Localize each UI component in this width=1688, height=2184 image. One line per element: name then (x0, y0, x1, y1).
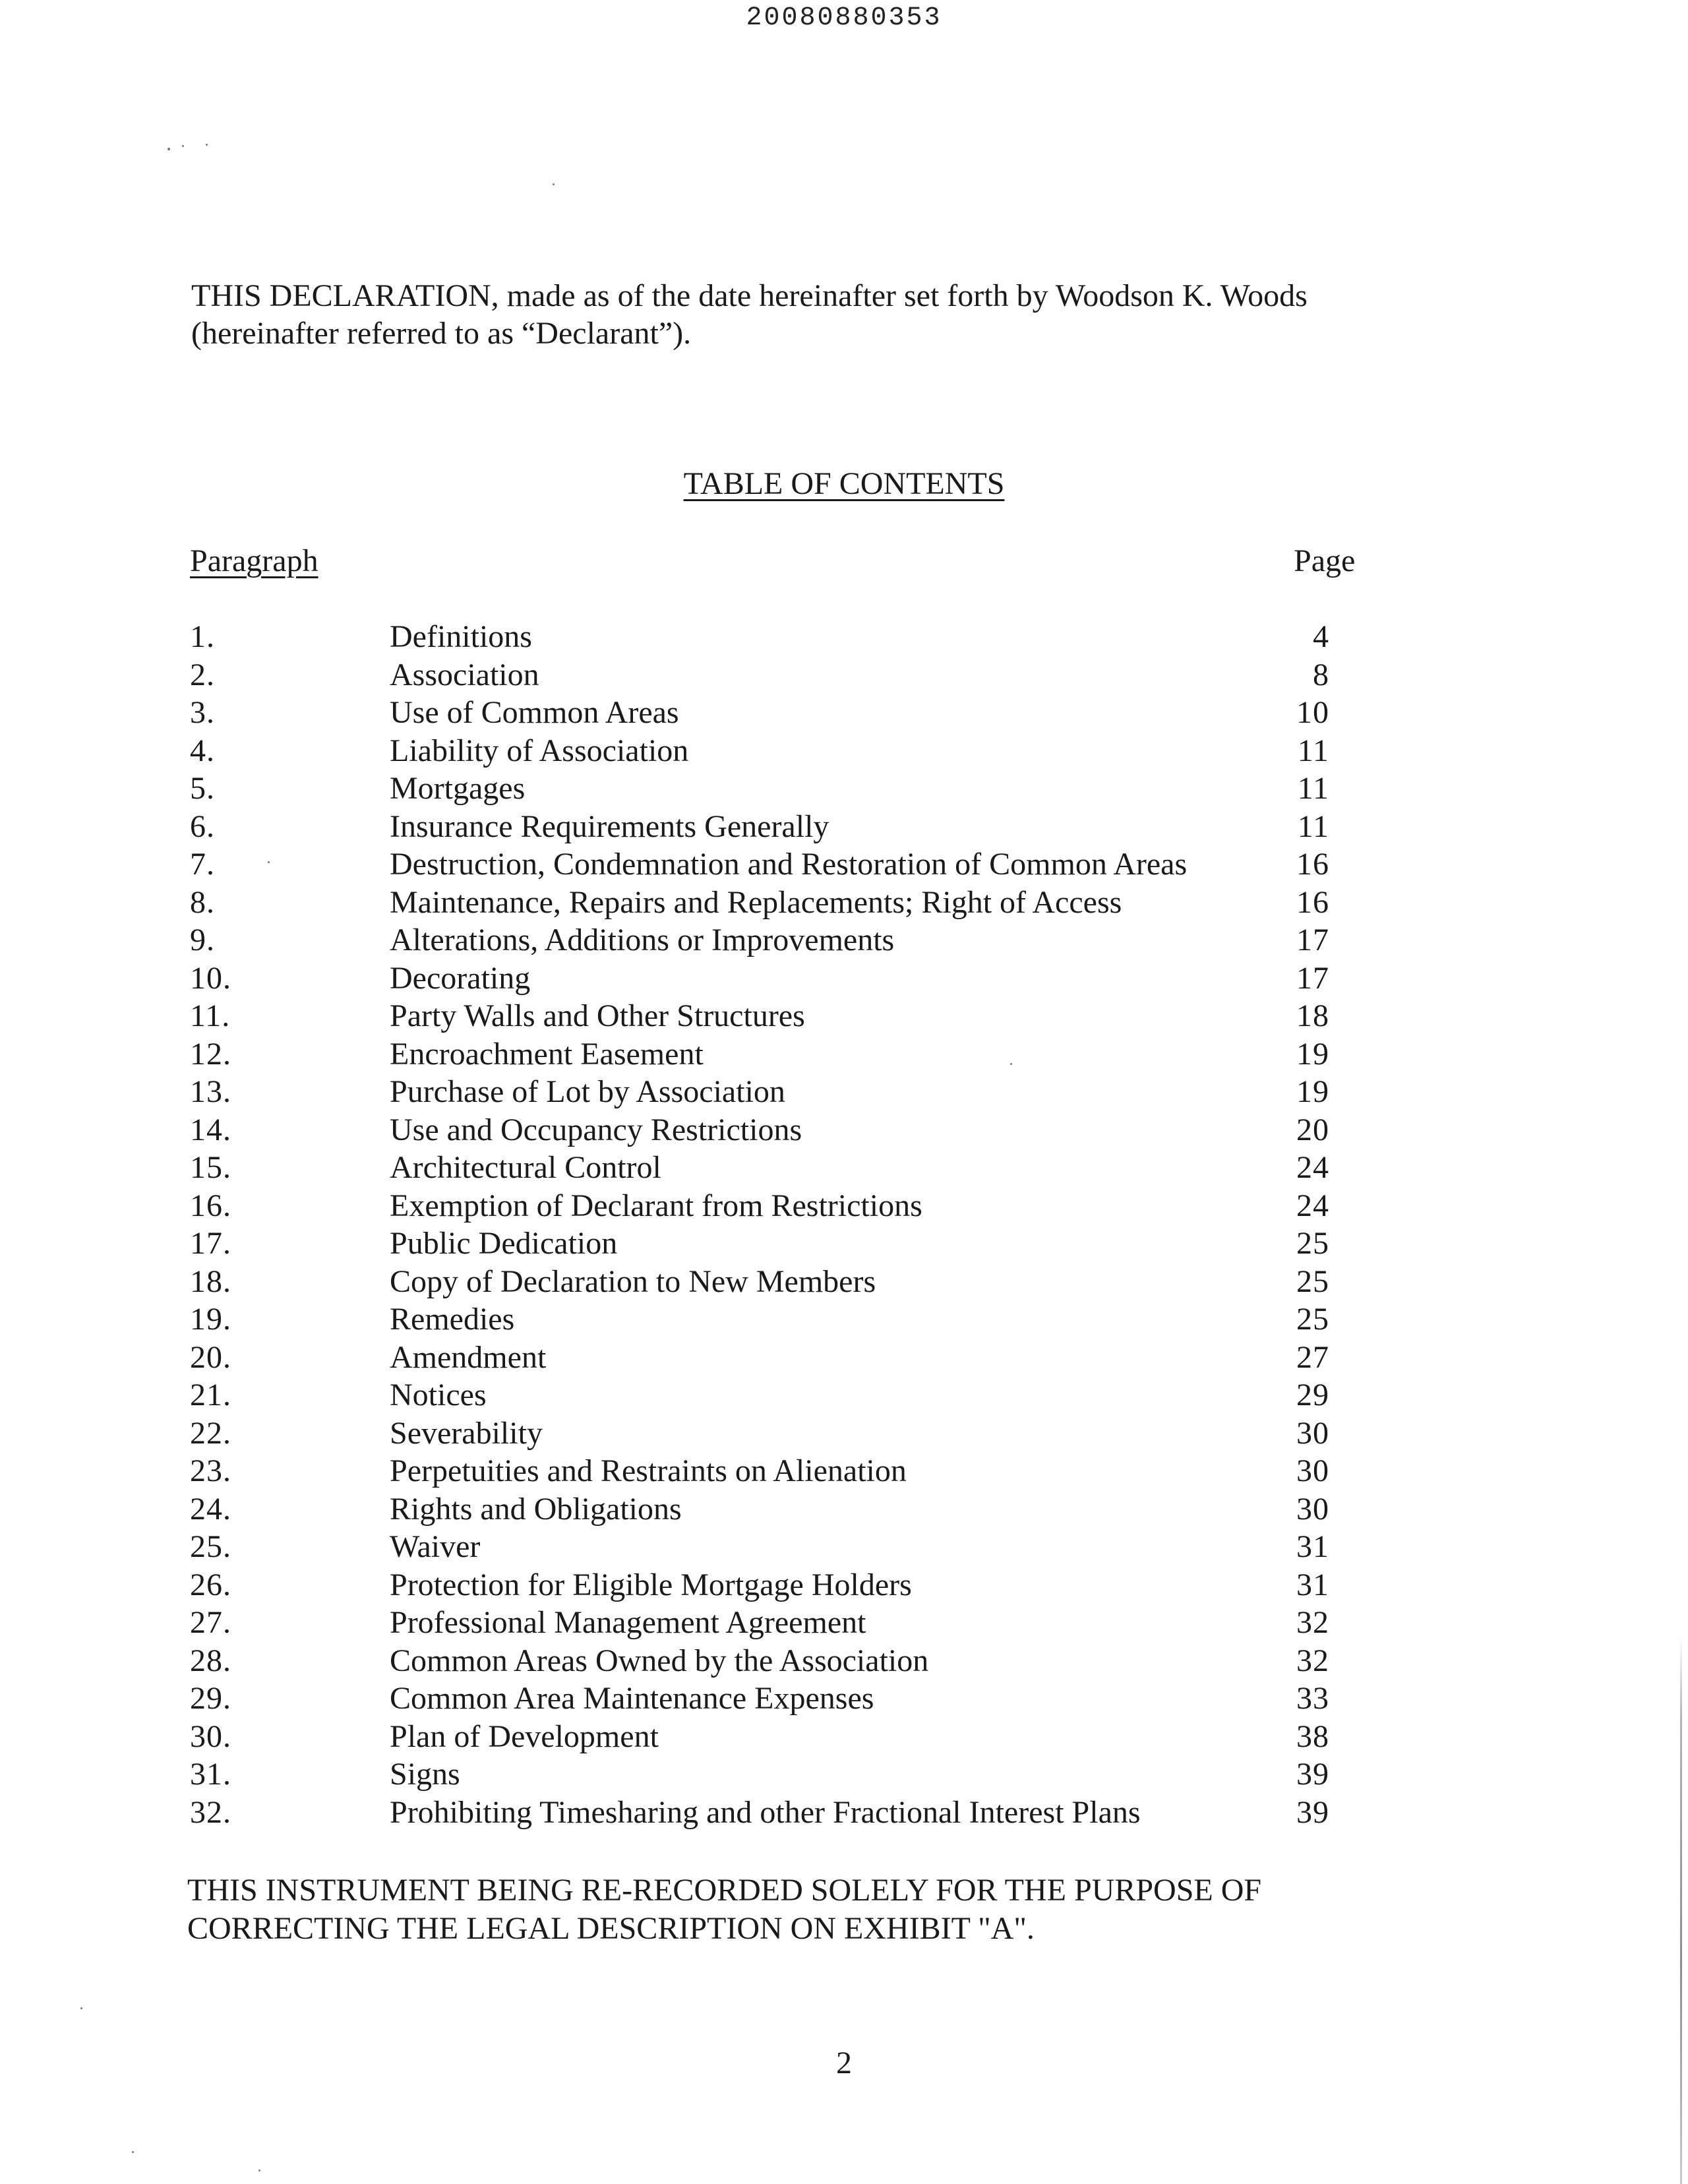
toc-entry-title: Insurance Requirements Generally (390, 808, 829, 844)
toc-entry-number: 32. (190, 1794, 231, 1830)
toc-entry-page: 16 (1296, 884, 1329, 920)
toc-entry (190, 884, 1364, 922)
toc-entry-page: 24 (1296, 1150, 1329, 1185)
toc-entry (190, 1263, 1364, 1301)
toc-entry-title: Decorating (390, 960, 531, 996)
toc-entry (190, 1187, 1364, 1225)
toc-entry-title: Copy of Declaration to New Members (390, 1263, 876, 1299)
toc-entry-number: 22. (190, 1415, 231, 1451)
toc-entry-number: 4. (190, 733, 215, 768)
scan-speck (182, 145, 184, 147)
toc-entry-title: Use and Occupancy Restrictions (390, 1112, 802, 1147)
toc-entry-title: Rights and Obligations (390, 1491, 682, 1527)
toc-entry (190, 1111, 1364, 1149)
toc-entry-title: Alterations, Additions or Improvements (390, 923, 895, 957)
toc-entry (190, 694, 1364, 732)
toc-entry (190, 1225, 1364, 1263)
toc-entry-page: 32 (1296, 1643, 1329, 1678)
toc-entry (190, 1680, 1364, 1718)
toc-entry-number: 28. (190, 1643, 231, 1678)
toc-entry-number: 29. (190, 1681, 231, 1716)
toc-entry (190, 1718, 1364, 1756)
toc-entry-number: 27. (190, 1605, 231, 1640)
toc-entry (190, 1794, 1364, 1832)
toc-entry-number: 30. (190, 1718, 231, 1754)
toc-entry-title: Severability (390, 1415, 543, 1451)
toc-entry-title: Purchase of Lot by Association (390, 1074, 785, 1109)
toc-entry (190, 618, 1364, 656)
toc-entry-page: 31 (1296, 1529, 1329, 1564)
toc-entry-title: Use of Common Areas (390, 695, 679, 730)
toc-column-paragraph: Paragraph (190, 543, 318, 578)
toc-entry-title: Common Areas Owned by the Association (390, 1643, 929, 1678)
scan-speck (80, 2007, 82, 2009)
toc-entry-number: 11. (190, 998, 231, 1033)
recording-number: 20080880353 (746, 3, 942, 33)
toc-entry-page: 30 (1296, 1415, 1329, 1451)
declaration-intro (191, 277, 1418, 352)
toc-entry-number: 6. (190, 808, 215, 844)
toc-entry-title: Prohibiting Timesharing and other Fractional Interest Plans (390, 1794, 1141, 1830)
toc-heading (0, 465, 1688, 502)
toc-entry-number: 14. (190, 1112, 231, 1147)
toc-entry-page: 4 (1313, 619, 1329, 654)
toc-entry-page: 17 (1296, 923, 1329, 957)
toc-entry-page: 25 (1296, 1302, 1329, 1337)
toc-entry-title: Notices (390, 1378, 487, 1412)
toc-entry (190, 1339, 1364, 1377)
toc-entry-page: 20 (1296, 1112, 1329, 1147)
toc-entry-title: Encroachment Easement (390, 1036, 704, 1072)
toc-entry-number: 12. (190, 1036, 231, 1072)
toc-entry-number: 21. (190, 1378, 231, 1412)
toc-entry-page: 32 (1296, 1605, 1329, 1640)
toc-entry (190, 1452, 1364, 1490)
toc-entry-number: 23. (190, 1453, 231, 1488)
toc-entry-number: 31. (190, 1757, 231, 1792)
toc-entry-page: 11 (1297, 808, 1329, 844)
page-number: 2 (836, 2046, 852, 2080)
toc-entry-number: 26. (190, 1567, 231, 1602)
toc-entry-page: 10 (1296, 695, 1329, 730)
toc-entry-title: Plan of Development (390, 1718, 659, 1754)
scan-edge-artifact (1680, 1635, 1682, 2184)
toc-entry-number: 8. (190, 884, 215, 920)
toc-entry-page: 27 (1296, 1339, 1329, 1375)
toc-entry-number: 7. (190, 847, 215, 882)
toc-entry-title: Association (390, 657, 539, 692)
toc-entry-page: 33 (1296, 1681, 1329, 1716)
toc-entry-number: 18. (190, 1263, 231, 1299)
toc-entry-number: 25. (190, 1529, 231, 1564)
toc-entry-number: 10. (190, 960, 231, 996)
toc-entry-page: 11 (1297, 733, 1329, 768)
toc-entry (190, 1073, 1364, 1111)
toc-entry-page: 17 (1296, 960, 1329, 996)
toc-entry (190, 921, 1364, 959)
toc-entry-title: Protection for Eligible Mortgage Holders (390, 1567, 912, 1602)
toc-entry-number: 17. (190, 1226, 231, 1261)
toc-entry (190, 1300, 1364, 1339)
intro-line: THIS DECLARATION, made as of the date hereinafter set forth by Woodson K. Woods (191, 278, 1308, 313)
toc-entry-title: Perpetuities and Restraints on Alienation (390, 1453, 907, 1488)
toc-entry-number: 9. (190, 923, 215, 957)
toc-entry (190, 1642, 1364, 1680)
toc-entry-page: 30 (1296, 1453, 1329, 1488)
scan-speck (167, 148, 170, 150)
toc-entry-page: 11 (1297, 771, 1329, 806)
toc-entry (190, 959, 1364, 998)
toc-entry-title: Waiver (390, 1529, 481, 1564)
toc-entry-page: 24 (1296, 1188, 1329, 1223)
toc-entry-number: 13. (190, 1074, 231, 1109)
toc-entry-number: 1. (190, 619, 215, 654)
toc-entry-title: Amendment (390, 1339, 547, 1375)
toc-entry (190, 1149, 1364, 1187)
toc-entry-title: Remedies (390, 1302, 515, 1337)
toc-entry-title: Professional Management Agreement (390, 1605, 866, 1640)
toc-entry-page: 25 (1296, 1263, 1329, 1299)
toc-entry-number: 16. (190, 1188, 231, 1223)
intro-line: (hereinafter referred to as “Declarant”). (191, 316, 692, 351)
toc-entry (190, 808, 1364, 846)
scan-speck (258, 2169, 260, 2171)
toc-entry-title: Architectural Control (390, 1150, 661, 1185)
toc-entry-title: Liability of Association (390, 733, 689, 768)
toc-entry (190, 770, 1364, 808)
toc-entry (190, 1566, 1364, 1604)
toc-entry-page: 29 (1296, 1378, 1329, 1412)
scan-speck (206, 144, 208, 146)
toc-entry-page: 39 (1296, 1794, 1329, 1830)
toc-entry-number: 24. (190, 1491, 231, 1527)
toc-entry (190, 1490, 1364, 1529)
toc-entry (190, 845, 1364, 884)
toc-entry (190, 1755, 1364, 1794)
toc-entry (190, 1035, 1364, 1074)
toc-entry-number: 20. (190, 1339, 231, 1375)
toc-heading-text: TABLE OF CONTENTS (683, 466, 1005, 501)
toc-entry-title: Public Dedication (390, 1226, 618, 1261)
toc-entry-title: Definitions (390, 619, 532, 654)
toc-entry-page: 39 (1296, 1757, 1329, 1792)
toc-entry-title: Exemption of Declarant from Restrictions (390, 1188, 922, 1223)
toc-entry-title: Common Area Maintenance Expenses (390, 1681, 874, 1716)
notice-line: CORRECTING THE LEGAL DESCRIPTION ON EXHIBIT "A". (187, 1911, 1035, 1946)
toc-entry-page: 19 (1296, 1074, 1329, 1109)
toc-entry (190, 1376, 1364, 1414)
scan-speck (132, 2151, 134, 2153)
toc-entry (190, 997, 1364, 1035)
toc-entry-number: 15. (190, 1150, 231, 1185)
toc-entry-page: 38 (1296, 1718, 1329, 1754)
toc-entry (190, 1414, 1364, 1453)
toc-entry-page: 31 (1296, 1567, 1329, 1602)
toc-entry-page: 30 (1296, 1491, 1329, 1527)
toc-entry-page: 19 (1296, 1036, 1329, 1072)
toc-entry (190, 656, 1364, 694)
toc-entry-page: 8 (1313, 657, 1329, 692)
toc-entry-number: 3. (190, 695, 215, 730)
toc-entry-number: 5. (190, 771, 215, 806)
toc-entry-title: Signs (390, 1757, 460, 1792)
toc-entry-title: Maintenance, Repairs and Replacements; Right of Access (390, 884, 1122, 920)
toc-entry-title: Destruction, Condemnation and Restoration of Common Areas (390, 847, 1188, 882)
toc-entry-page: 18 (1296, 998, 1329, 1033)
toc-entry-title: Mortgages (390, 771, 526, 806)
toc-entry-page: 16 (1296, 847, 1329, 882)
toc-entry-number: 2. (190, 657, 215, 692)
toc-entry-number: 19. (190, 1302, 231, 1337)
toc-entry (190, 732, 1364, 770)
toc-entry-page: 25 (1296, 1226, 1329, 1261)
toc-column-page: Page (1294, 543, 1356, 578)
toc-list (190, 618, 1364, 1831)
notice-line: THIS INSTRUMENT BEING RE-RECORDED SOLELY FOR THE PURPOSE OF (187, 1873, 1262, 1908)
toc-entry-title: Party Walls and Other Structures (390, 998, 805, 1033)
scan-speck (553, 183, 555, 185)
re-recording-notice (187, 1871, 1440, 1948)
toc-entry (190, 1528, 1364, 1566)
toc-entry (190, 1604, 1364, 1642)
